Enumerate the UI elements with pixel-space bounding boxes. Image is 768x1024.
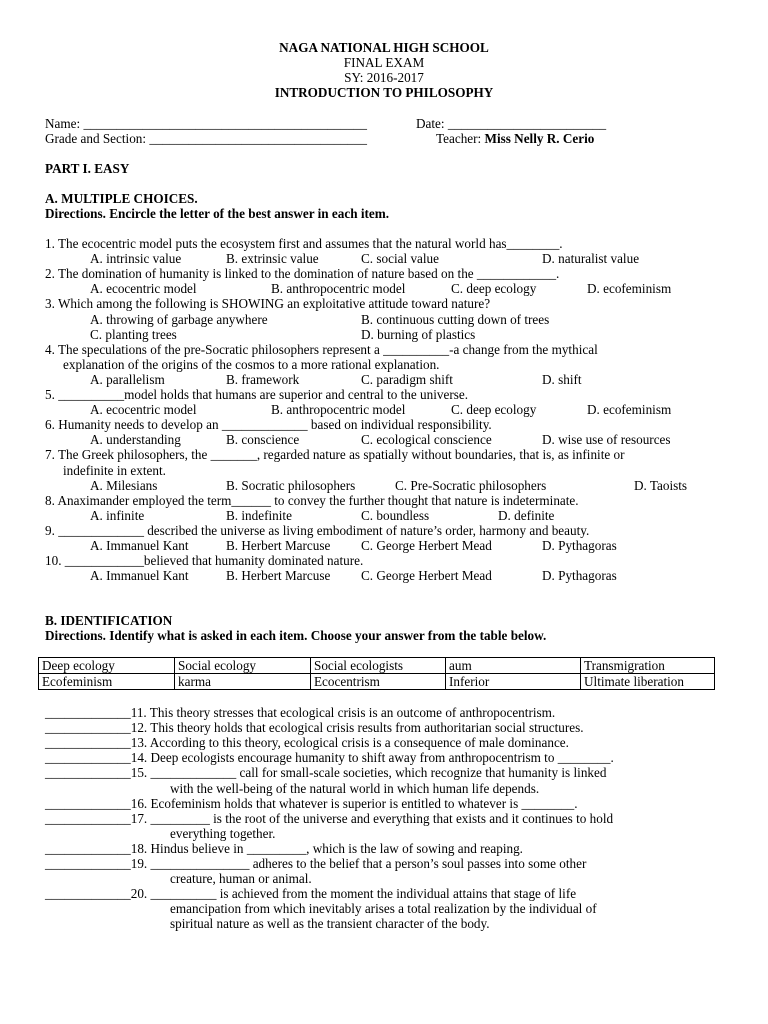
identification-item-20[interactable]: _____________20. __________ is achieved from the moment the individual attains that stage of life — [45, 886, 577, 902]
choice-8-a[interactable]: A. infinite — [90, 507, 145, 523]
choice-5-c[interactable]: C. deep ecology — [451, 402, 537, 418]
section-a-title: A. MULTIPLE CHOICES. — [45, 191, 198, 206]
question-9: 9. _____________ described the universe as living embodiment of nature’s order, harmony and beauty. — [45, 522, 590, 538]
table-cell: Social ecologists — [311, 658, 446, 674]
choice-1-a[interactable]: A. intrinsic value — [90, 251, 182, 267]
table-cell: Ultimate liberation — [581, 674, 715, 690]
question-6: 6. Humanity needs to develop an _____________ based on individual responsibility. — [45, 417, 492, 433]
question-2: 2. The domination of humanity is linked to the domination of nature based on the ____________. — [45, 266, 560, 282]
choice-5-a[interactable]: A. ecocentric model — [90, 402, 197, 418]
choice-9-b[interactable]: B. Herbert Marcuse — [226, 538, 331, 553]
choice-8-d[interactable]: D. definite — [498, 507, 555, 523]
question-4: 4. The speculations of the pre-Socratic philosophers represent a __________-a change from the mythical — [45, 341, 598, 357]
choice-9-d[interactable]: D. Pythagoras — [542, 538, 617, 553]
identification-item-17-cont: everything together. — [170, 825, 276, 841]
choice-4-d[interactable]: D. shift — [542, 371, 582, 387]
choice-7-b[interactable]: B. Socratic philosophers — [226, 477, 356, 493]
name-field[interactable]: Name: ___________________________________________ — [45, 116, 367, 131]
question-1: 1. The ecocentric model puts the ecosystem first and assumes that the natural world has________. — [45, 236, 563, 251]
choice-4-c[interactable]: C. paradigm shift — [361, 371, 453, 387]
choice-8-b[interactable]: B. indefinite — [226, 507, 292, 523]
choice-4-b[interactable]: B. framework — [226, 371, 300, 387]
identification-item-14[interactable]: _____________14. Deep ecologists encourage humanity to shift away from anthropocentrism to ________. — [45, 750, 614, 766]
part-title: PART I. EASY — [45, 161, 130, 176]
answer-choices-table — [38, 657, 715, 690]
table-row — [39, 674, 715, 690]
school-year: SY: 2016-2017 — [344, 70, 424, 85]
school-name: NAGA NATIONAL HIGH SCHOOL — [279, 40, 489, 55]
table-cell: Inferior — [446, 674, 581, 690]
question-8: 8. Anaximander employed the term______ to convey the further thought that nature is indeterminate. — [45, 492, 579, 508]
identification-item-17[interactable]: _____________17. _________ is the root of the universe and everything that exists and it continues to hold — [45, 810, 614, 826]
choice-2-b[interactable]: B. anthropocentric model — [271, 281, 406, 297]
table-cell: Ecocentrism — [311, 674, 446, 690]
choice-3-b[interactable]: B. continuous cutting down of trees — [361, 311, 550, 327]
identification-item-16[interactable]: _____________16. Ecofeminism holds that whatever is superior is entitled to whatever is ________. — [45, 795, 578, 811]
question-7-cont: indefinite in extent. — [63, 462, 166, 478]
choice-9-a[interactable]: A. Immanuel Kant — [90, 538, 189, 553]
identification-item-20-cont: emancipation from which inevitably arises a total realization by the individual of — [170, 901, 597, 917]
teacher-name: Miss Nelly R. Cerio — [484, 131, 595, 146]
choice-10-b[interactable]: B. Herbert Marcuse — [226, 568, 331, 584]
choice-7-a[interactable]: A. Milesians — [90, 477, 158, 493]
identification-item-15[interactable]: _____________15. _____________ call for small-scale societies, which recognize that humanity is linked — [45, 765, 607, 781]
choice-2-c[interactable]: C. deep ecology — [451, 281, 537, 297]
choice-3-c[interactable]: C. planting trees — [90, 326, 177, 342]
choice-10-a[interactable]: A. Immanuel Kant — [90, 568, 189, 584]
choice-1-b[interactable]: B. extrinsic value — [226, 251, 319, 267]
table-cell: karma — [175, 674, 311, 690]
identification-item-15-cont: with the well-being of the natural world in which human life depends. — [170, 780, 540, 796]
identification-item-19[interactable]: _____________19. _______________ adheres to the belief that a person’s soul passes into some other — [45, 856, 587, 871]
question-7: 7. The Greek philosophers, the _______, regarded nature as spatially without boundaries, that is, as infinite or — [45, 447, 625, 463]
choice-1-d[interactable]: D. naturalist value — [542, 251, 640, 267]
table-cell: aum — [446, 658, 581, 674]
identification-item-11[interactable]: _____________11. This theory stresses that ecological crisis is an outcome of anthropocentrism. — [45, 705, 556, 720]
table-cell: Transmigration — [581, 658, 715, 674]
section-a-directions: Directions. Encircle the letter of the best answer in each item. — [45, 206, 390, 221]
identification-item-12[interactable]: _____________12. This theory holds that ecological crisis results from authoritarian social structures. — [45, 720, 584, 736]
choice-3-d[interactable]: D. burning of plastics — [361, 326, 476, 342]
subject-title: INTRODUCTION TO PHILOSOPHY — [274, 85, 494, 100]
choice-5-d[interactable]: D. ecofeminism — [587, 402, 672, 418]
grade-section-field[interactable]: Grade and Section: _________________________________ — [45, 131, 367, 146]
choice-9-c[interactable]: C. George Herbert Mead — [361, 538, 492, 553]
choice-6-a[interactable]: A. understanding — [90, 432, 181, 448]
choice-10-c[interactable]: C. George Herbert Mead — [361, 568, 492, 584]
choice-1-c[interactable]: C. social value — [361, 251, 440, 267]
section-b-title: B. IDENTIFICATION — [45, 613, 173, 628]
choice-6-d[interactable]: D. wise use of resources — [542, 432, 671, 448]
choice-5-b[interactable]: B. anthropocentric model — [271, 402, 406, 418]
section-b-directions: Directions. Identify what is asked in each item. Choose your answer from the table below. — [45, 628, 547, 643]
question-5: 5. __________model holds that humans are superior and central to the universe. — [45, 387, 468, 402]
table-cell: Ecofeminism — [39, 674, 175, 690]
choice-2-a[interactable]: A. ecocentric model — [90, 281, 197, 297]
date-field[interactable]: Date: ________________________ — [416, 116, 607, 131]
choice-3-a[interactable]: A. throwing of garbage anywhere — [90, 311, 268, 327]
question-4-cont: explanation of the origins of the cosmos to a more rational explanation. — [63, 356, 440, 372]
identification-item-18[interactable]: _____________18. Hindus believe in _________, which is the law of sowing and reaping. — [45, 840, 523, 856]
choice-2-d[interactable]: D. ecofeminism — [587, 281, 672, 297]
table-cell: Deep ecology — [39, 658, 175, 674]
choice-6-b[interactable]: B. conscience — [226, 432, 300, 448]
choice-7-d[interactable]: D. Taoists — [634, 477, 688, 493]
teacher-line — [436, 131, 594, 146]
choice-4-a[interactable]: A. parallelism — [90, 371, 165, 387]
choice-7-c[interactable]: C. Pre-Socratic philosophers — [395, 477, 547, 493]
identification-item-13[interactable]: _____________13. According to this theory, ecological crisis is a consequence of male dominance. — [45, 735, 569, 751]
teacher-label: Teacher: — [436, 131, 485, 146]
choice-10-d[interactable]: D. Pythagoras — [542, 568, 617, 584]
table-row — [39, 658, 715, 674]
question-10: 10. ____________believed that humanity dominated nature. — [45, 553, 364, 569]
identification-item-20-cont: spiritual nature as well as the transient character of the body. — [170, 916, 490, 932]
table-cell: Social ecology — [175, 658, 311, 674]
exam-title: FINAL EXAM — [343, 55, 425, 70]
identification-item-19-cont: creature, human or animal. — [170, 871, 312, 887]
choice-6-c[interactable]: C. ecological conscience — [361, 432, 492, 448]
question-3: 3. Which among the following is SHOWING an exploitative attitude toward nature? — [45, 296, 491, 312]
choice-8-c[interactable]: C. boundless — [361, 507, 430, 523]
